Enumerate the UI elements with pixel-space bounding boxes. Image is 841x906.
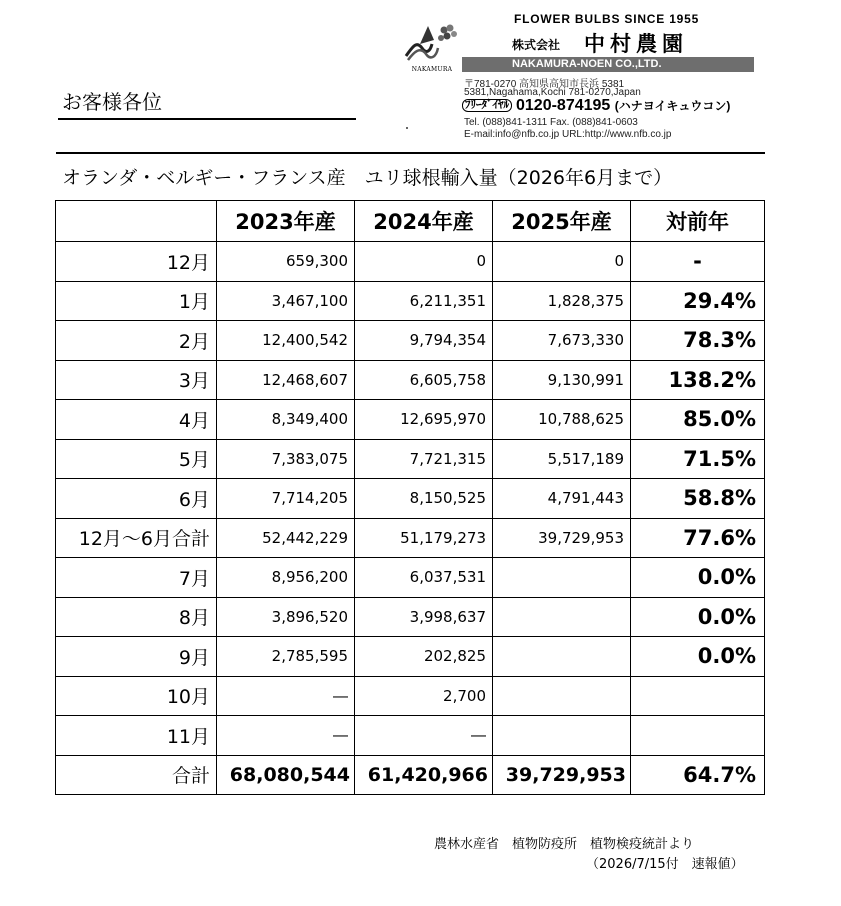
header-month [56, 201, 217, 242]
row-label: 6月 [56, 479, 217, 519]
row-label: 12月 [56, 242, 217, 282]
value-2025 [493, 676, 631, 716]
postal-address-en: 5381,Nagahama,Kochi 781-0270,Japan [464, 87, 641, 98]
table-row [56, 637, 765, 677]
yoy-percent: 77.6% [631, 518, 765, 558]
email-url: E-mail:info@nfb.co.jp URL:http://www.nfb.co.jp [464, 129, 672, 140]
company-tagline: FLOWER BULBS SINCE 1955 [514, 12, 700, 26]
value-2025: 9,130,991 [493, 360, 631, 400]
value-2024: 8,150,525 [355, 479, 493, 519]
yoy-percent: 64.7% [631, 755, 765, 795]
yoy-percent: 71.5% [631, 439, 765, 479]
row-label: 合計 [56, 755, 217, 795]
value-2023: ― [217, 716, 355, 756]
row-label: 12月～6月合計 [56, 518, 217, 558]
value-2024: 61,420,966 [355, 755, 493, 795]
value-2023: 12,400,542 [217, 321, 355, 361]
value-2024: 7,721,315 [355, 439, 493, 479]
value-2025: 39,729,953 [493, 518, 631, 558]
yoy-percent [631, 676, 765, 716]
data-date-note: （2026/7/15付 速報値） [586, 857, 744, 872]
row-label: 10月 [56, 676, 217, 716]
table-row [56, 439, 765, 479]
lily-logo-icon [400, 18, 464, 66]
yoy-percent: 29.4% [631, 281, 765, 321]
table-row [56, 597, 765, 637]
row-label: 8月 [56, 597, 217, 637]
decorative-dot [406, 127, 408, 129]
value-2024: 6,605,758 [355, 360, 493, 400]
value-2023: ― [217, 676, 355, 716]
value-2024: 51,179,273 [355, 518, 493, 558]
freecall-kana: (ハナヨイキュウコン) [614, 99, 731, 113]
free-dial-icon: ﾌﾘｰﾀﾞｲﾔﾙ [462, 99, 512, 112]
value-2024: 3,998,637 [355, 597, 493, 637]
header-2024: 2024年産 [355, 201, 493, 242]
value-2023: 68,080,544 [217, 755, 355, 795]
table-row [56, 716, 765, 756]
data-source: 農林水産省 植物防疫所 植物検疫統計より [434, 837, 695, 852]
value-2024: ― [355, 716, 493, 756]
value-2025 [493, 558, 631, 598]
value-2023: 52,442,229 [217, 518, 355, 558]
value-2023: 3,467,100 [217, 281, 355, 321]
value-2025 [493, 597, 631, 637]
value-2024: 6,211,351 [355, 281, 493, 321]
page-title: オランダ・ベルギー・フランス産 ユリ球根輸入量（2026年6月まで） [62, 167, 673, 189]
yoy-percent: 85.0% [631, 400, 765, 440]
company-prefix: 株式会社 [512, 38, 561, 52]
value-2024: 0 [355, 242, 493, 282]
value-2023: 8,956,200 [217, 558, 355, 598]
yoy-percent: 78.3% [631, 321, 765, 361]
table-row [56, 479, 765, 519]
value-2024: 6,037,531 [355, 558, 493, 598]
value-2024: 202,825 [355, 637, 493, 677]
row-label: 7月 [56, 558, 217, 598]
yoy-percent: 0.0% [631, 597, 765, 637]
tel-fax: Tel. (088)841-1311 Fax. (088)841-0603 [464, 117, 638, 128]
value-2025: 10,788,625 [493, 400, 631, 440]
table-header-row [56, 201, 765, 242]
value-2025: 7,673,330 [493, 321, 631, 361]
value-2024: 2,700 [355, 676, 493, 716]
yoy-percent: 0.0% [631, 558, 765, 598]
row-label: 3月 [56, 360, 217, 400]
recipient-underline [58, 118, 356, 120]
value-2023: 7,383,075 [217, 439, 355, 479]
yoy-percent: 0.0% [631, 637, 765, 677]
value-2025: 5,517,189 [493, 439, 631, 479]
table-row [56, 242, 765, 282]
logo-wordmark: NAKAMURA [411, 66, 453, 73]
value-2024: 12,695,970 [355, 400, 493, 440]
table-row [56, 360, 765, 400]
header-yoy: 対前年 [631, 201, 765, 242]
value-2023: 659,300 [217, 242, 355, 282]
import-volume-table [55, 200, 765, 795]
table-total-row [56, 755, 765, 795]
value-2023: 12,468,607 [217, 360, 355, 400]
header-2023: 2023年産 [217, 201, 355, 242]
row-label: 11月 [56, 716, 217, 756]
yoy-percent: 138.2% [631, 360, 765, 400]
freecall-number: 0120-874195 [516, 97, 611, 114]
yoy-percent: - [631, 242, 765, 282]
value-2025: 39,729,953 [493, 755, 631, 795]
value-2023: 7,714,205 [217, 479, 355, 519]
table-row [56, 518, 765, 558]
table-row [56, 558, 765, 598]
row-label: 4月 [56, 400, 217, 440]
value-2025 [493, 716, 631, 756]
value-2025: 0 [493, 242, 631, 282]
table-row [56, 676, 765, 716]
table-row [56, 321, 765, 361]
row-label: 5月 [56, 439, 217, 479]
value-2025 [493, 637, 631, 677]
table-row [56, 400, 765, 440]
value-2025: 4,791,443 [493, 479, 631, 519]
freecall-line [462, 97, 730, 115]
row-label: 9月 [56, 637, 217, 677]
company-name: 中村農園 [584, 32, 688, 56]
value-2023: 8,349,400 [217, 400, 355, 440]
header-2025: 2025年産 [493, 201, 631, 242]
row-label: 1月 [56, 281, 217, 321]
value-2024: 9,794,354 [355, 321, 493, 361]
table-row [56, 281, 765, 321]
yoy-percent [631, 716, 765, 756]
postal-address-ja: 〒781-0270 高知県高知市長浜 5381 [464, 79, 625, 90]
value-2023: 2,785,595 [217, 637, 355, 677]
value-2023: 3,896,520 [217, 597, 355, 637]
company-name-en: NAKAMURA-NOEN CO.,LTD. [462, 57, 754, 72]
yoy-percent: 58.8% [631, 479, 765, 519]
row-label: 2月 [56, 321, 217, 361]
value-2025: 1,828,375 [493, 281, 631, 321]
recipient-label: お客様各位 [62, 90, 162, 114]
title-rule [56, 152, 765, 154]
